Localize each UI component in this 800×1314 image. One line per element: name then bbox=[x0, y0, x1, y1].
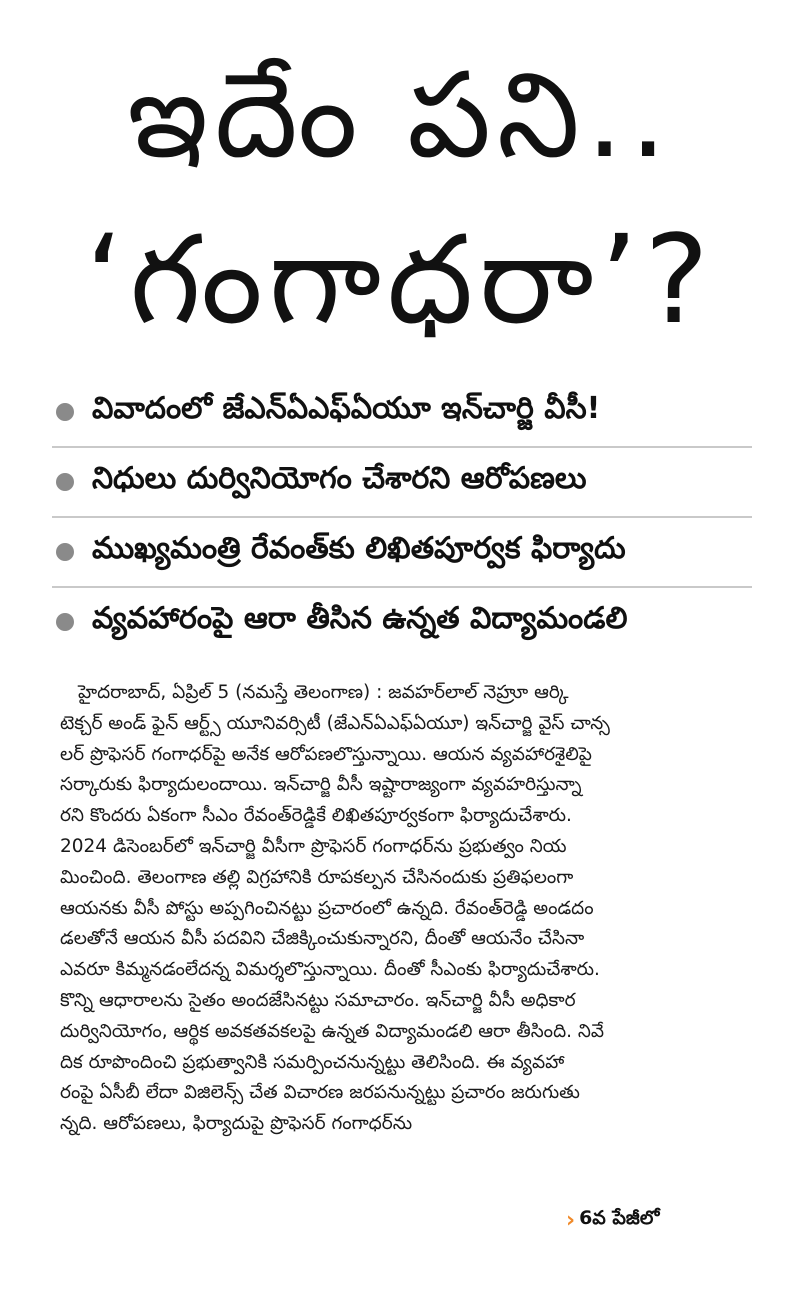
article-line: న్నది. ఆరోపణలు, ఫిర్యాదుపై ప్రొఫెసర్ గంగాధర్‌ను bbox=[60, 1113, 413, 1135]
article-line: మించింది. తెలంగాణ తల్లి విగ్రహానికి రూపకల్పన చేసినందుకు ప్రతిఫలంగా bbox=[60, 866, 574, 888]
article-line: కొన్ని ఆధారాలను సైతం అందజేసినట్టు సమాచారం. ఇన్‌చార్జి వీసీ అధికార bbox=[60, 989, 576, 1011]
article-line: డలతోనే ఆయన వీసీ పదవిని చేజిక్కించుకున్నారని, దీంతో ఆయనేం చేసినా bbox=[60, 928, 585, 950]
article-line: 2024 డిసెంబర్‌లో ఇన్‌చార్జి వీసీగా ప్రొఫెసర్ గంగాధర్‌ను ప్రభుత్వం నియ bbox=[60, 835, 567, 857]
bullet-item bbox=[52, 448, 752, 518]
bullet-item bbox=[52, 378, 752, 448]
bullet-item bbox=[52, 518, 752, 588]
article-line: ఆయనకు వీసీ పోస్టు అప్పగించినట్టు ప్రచారంలో ఉన్నది. రేవంత్‌రెడ్డి అండదం bbox=[60, 897, 594, 919]
article-line: లర్ ప్రొఫెసర్ గంగాధర్‌పై అనేక ఆరోపణలొస్తున్నాయి. ఆయన వ్యవహారశైలిపై bbox=[60, 743, 592, 765]
headline-line-2: ‘గంగాధరా’? bbox=[84, 209, 716, 351]
article-line: హైదరాబాద్, ఏప్రిల్ 5 (నమస్తే తెలంగాణ) : జవహర్‌లాల్ నెహ్రూ ఆర్కి bbox=[78, 682, 569, 703]
article-line: టెక్చర్ అండ్ ఫైన్ ఆర్ట్స్ యూనివర్సిటీ (జేఎన్ఏఎఫ్ఏయూ) ఇన్‌చార్జి వైస్ చాన్స bbox=[60, 712, 610, 734]
bullet-item bbox=[52, 588, 752, 656]
article-body bbox=[60, 678, 750, 1140]
chevron-right-icon: › bbox=[566, 1208, 576, 1233]
article-line: దుర్వినియోగం, ఆర్థిక అవకతవకలపై ఉన్నత విద్యామండలి ఆరా తీసింది. నివే bbox=[60, 1020, 605, 1042]
bullet-text: వ్యవహారంపై ఆరా తీసిన ఉన్నత విద్యామండలి bbox=[92, 601, 628, 636]
article-line: రని కొందరు ఏకంగా సీఎం రేవంత్‌రెడ్డికే లిఖితపూర్వకంగా ఫిర్యాదుచేశారు. bbox=[60, 805, 572, 827]
bullet-dot-icon bbox=[56, 403, 74, 421]
article-line: ఎవరూ కిమ్మనడంలేదన్న విమర్శలొస్తున్నాయి. దీంతో సీఎంకు ఫిర్యాదుచేశారు. bbox=[60, 959, 600, 981]
article-line: రంపై ఏసీబీ లేదా విజిలెన్స్ చేత విచారణ జరపనున్నట్టు ప్రచారం జరుగుతు bbox=[60, 1082, 580, 1104]
continued-on-page-label: 6వ పేజీలో bbox=[579, 1207, 660, 1229]
bullet-dot-icon bbox=[56, 613, 74, 631]
bullet-dot-icon bbox=[56, 543, 74, 561]
bullet-text: వివాదంలో జేఎన్ఏఎఫ్ఏయూ ఇన్‌చార్జి వీసీ! bbox=[92, 391, 601, 426]
bullet-dot-icon bbox=[56, 473, 74, 491]
subheadline-bullets bbox=[52, 378, 752, 656]
bullet-text: ముఖ్యమంత్రి రేవంత్‌కు లిఖితపూర్వక ఫిర్యాదు bbox=[92, 531, 626, 566]
bullet-text: నిధులు దుర్వినియోగం చేశారని ఆరోపణలు bbox=[92, 461, 587, 496]
article-line: దిక రూపొందించి ప్రభుత్వానికి సమర్పించనున్నట్టు తెలిసింది. ఈ వ్యవహా bbox=[60, 1051, 565, 1073]
continued-on-page-link[interactable] bbox=[566, 1207, 659, 1234]
headline-line-1: ఇదేం పని.. bbox=[127, 46, 673, 184]
article-line: సర్కారుకు ఫిర్యాదులందాయి. ఇన్‌చార్జి వీసీ ఇష్టారాజ్యంగా వ్యవహరిస్తున్నా bbox=[60, 774, 582, 796]
